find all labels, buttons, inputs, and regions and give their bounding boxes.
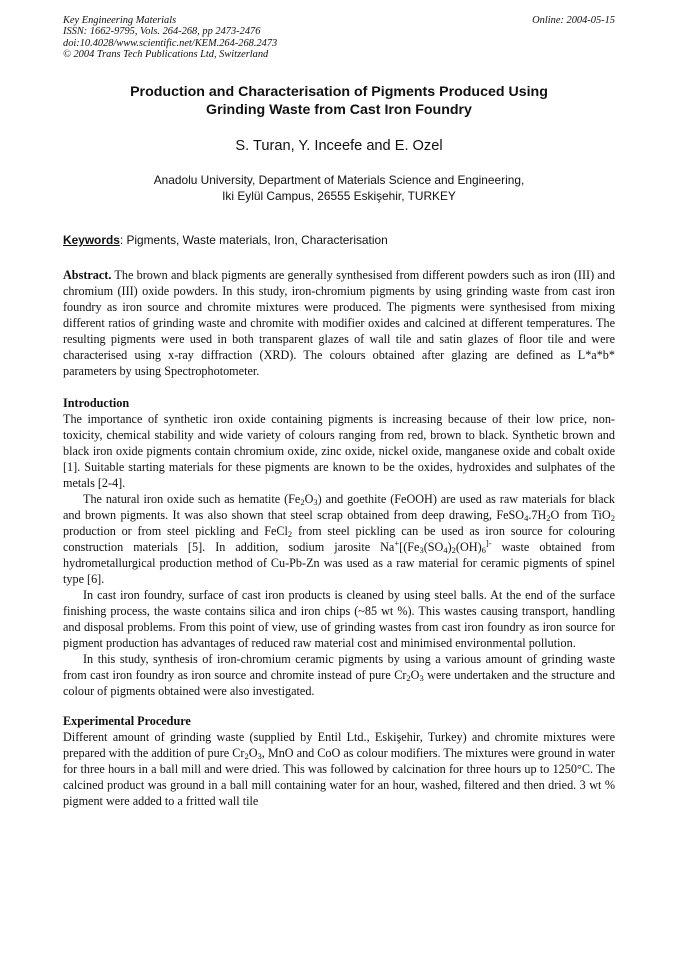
journal-doi: doi:10.4028/www.scientific.net/KEM.264-268.2473 — [63, 37, 278, 49]
intro-paragraph-1: The importance of synthetic iron oxide containing pigments is increasing because of their low price, non-toxicity, chemical stability and wide variety of colours ranging from red, brown to black. Synthetic brown and black iron oxide pigments contain chromium oxide, zinc oxide, nickel oxide, manganese oxide and cobalt oxide [1]. Suitable starting materials for these pigments are known to be the oxides, hydroxides and sulphates of the metals [2-4]. — [63, 412, 615, 490]
intro-paragraph-2: The natural iron oxide such as hematite $(Fe_2O_3)$ and goethite (FeOOH) are used as raw materials for black and brown pigments. It was also shown that steel scrap obtained from deep drawing, $FeSO_4.7H_2O$ from TiO$_2$ production or from steel pickling and FeCl$_2$ from steel pickling can be used as iron source for colouring construction materials [5]. In addition, sodium jarosite $Na^+[(Fe_3(SO_4)_2(OH)_6^{]-}$ waste obtained from hydrometallurgical production method of Cu-Pb-Zn was used as a raw material for ceramic pigments of spinel type [6]. — [63, 492, 615, 586]
intro-paragraph-4: In this study, synthesis of iron-chromium ceramic pigments by using a various amount of grinding waste from cast iron foundry as iron source and chromite instead of pure $Cr_2O_3$ were undertaken and the structure and colour of pigments obtained were also investigated. — [63, 652, 615, 698]
authors: S. Turan, Y. Inceefe and E. Ozel — [235, 138, 443, 154]
paper-body — [63, 267, 615, 809]
abstract-label: Abstract. — [63, 268, 112, 282]
online-date: Online: 2004-05-15 — [532, 15, 615, 26]
keywords — [63, 233, 615, 248]
intro-paragraph-3: In cast iron foundry, surface of cast iron products is cleaned by using steel balls. At the end of the surface finishing process, the waste contains silica and iron chips (~85 wt %). This wastes causing transport, handling and disposal problems. From this point of view, use of grinding wastes from cast iron foundry as iron source for pigment production has advantages of reduced raw material cost and minimised environmental pollution. — [63, 588, 615, 650]
experimental-heading: Experimental Procedure — [63, 714, 191, 728]
abstract — [63, 267, 615, 379]
keywords-label: Keywords — [63, 233, 120, 247]
journal-name: Key Engineering Materials — [63, 15, 177, 26]
affiliation-line-2: Iki Eylül Campus, 26555 Eskişehir, TURKEY — [222, 188, 456, 203]
section-gap — [63, 699, 615, 713]
title-line-1: Production and Characterisation of Pigments Produced Using — [130, 84, 548, 100]
journal-copyright: © 2004 Trans Tech Publications Ltd, Switzerland — [63, 48, 269, 60]
introduction-heading: Introduction — [63, 396, 130, 410]
abstract-text: The brown and black pigments are generally synthesised from different powders such as iron (III) and chromium (III) oxide powders. In this study, iron-chromium pigments by using grinding waste from cast iron foundry as iron source and chromite mixtures were produced. The pigments were synthesised from mixing different ratios of grinding waste and chromite with modifier oxides and calcined at different temperatures. The resulting pigments were used in both transparent glazes of wall tile and satin glazes of floor tile and were characterised using x-ray diffraction (XRD). The colours obtained after glazing are defined as L*a*b* parameters by using Spectrophotometer. — [63, 268, 615, 378]
title-line-2: Grinding Waste from Cast Iron Foundry — [206, 102, 472, 118]
experimental-paragraph-1: Different amount of grinding waste (supplied by Entil Ltd., Eskişehir, Turkey) and chromite mixtures were prepared with the addition of pure $Cr_2O_3$, MnO and CoO as colour modifiers. The mixtures were ground in water for three hours in a ball mill and were dried. This was followed by calcination for three hours up to 1250°C. The calcined product was ground in a ball mill containing water for an hour, washed, filtered and then dried. 3 wt % pigment were added to a fritted wall tile — [63, 730, 615, 808]
affiliation-line-1: Anadolu University, Department of Materials Science and Engineering, — [153, 173, 525, 187]
journal-issn: ISSN: 1662-9795, Vols. 264-268, pp 2473-2476 — [63, 26, 261, 38]
paper-title — [63, 83, 615, 119]
affiliation — [63, 173, 615, 204]
keywords-text: : Pigments, Waste materials, Iron, Characterisation — [119, 233, 388, 247]
journal-header — [63, 15, 615, 60]
